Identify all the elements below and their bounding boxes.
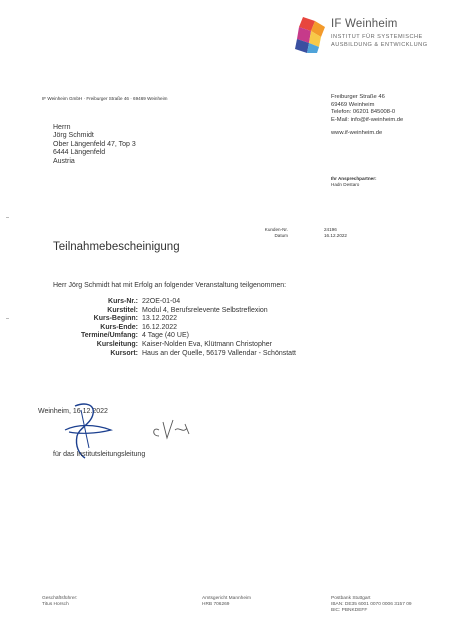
course-details (38, 298, 296, 358)
detail-value: 16.12.2022 (142, 323, 178, 331)
date-value: 16.12.2022 (324, 233, 347, 238)
detail-value: 22OE-01-04 (142, 298, 181, 305)
detail-row (38, 341, 296, 350)
detail-row (38, 324, 296, 333)
signature-place-date: Weinheim, 16.12.2022 (38, 408, 108, 415)
signature-role: für das Institutsleitungsleitung (53, 451, 146, 458)
contact-email[interactable]: E-Mail: info@if-weinheim.de (331, 116, 404, 123)
detail-label: Kursort: (110, 349, 138, 357)
detail-value: Modul 4, Berufsrelevente Selbstreflexion (142, 306, 268, 314)
detail-value: 4 Tage (40 UE) (142, 332, 189, 340)
detail-label: Kurs-Nr.: (108, 298, 138, 305)
detail-value: Haus an der Quelle, 56179 Vallendar - Schönstatt (142, 349, 296, 357)
meta-values (324, 227, 347, 239)
detail-label: Kurs-Ende: (100, 323, 138, 331)
fold-mark (6, 318, 9, 319)
detail-row (38, 307, 296, 316)
footer-bank-bic: BIC: PBNKDEFF (331, 608, 368, 614)
recipient-country: Austria (53, 157, 75, 165)
detail-row (38, 298, 296, 307)
detail-label: Kurs-Beginn: (93, 315, 138, 323)
logo-brand: IF Weinheim (331, 18, 398, 30)
contact-street: Freiburger Straße 46 (331, 94, 385, 100)
footer-ceo-value: Titus Horsch (42, 602, 69, 608)
detail-label: Kursleitung: (96, 340, 138, 348)
detail-row (38, 332, 296, 341)
intro-text: Herr Jörg Schmidt hat mit Erfolg an folgender Veranstaltung teilgenommen: (53, 282, 287, 289)
footer-col-1 (42, 596, 77, 608)
contact-person (331, 176, 377, 188)
detail-label: Kurstitel: (107, 306, 138, 314)
recipient-salutation: Herrn (53, 124, 71, 131)
logo-tagline-2: AUSBILDUNG & ENTWICKLUNG (331, 42, 428, 48)
contact-web[interactable]: www.if-weinheim.de (331, 130, 383, 137)
contact-person-label: Ihr Ansprechpartner: (331, 176, 377, 181)
recipient-city: 6444 Längenfeld (53, 149, 106, 157)
detail-value: 13.12.2022 (142, 315, 178, 323)
footer-col-3 (331, 596, 412, 615)
contact-city: 69469 Weinheim (331, 101, 375, 108)
detail-label: Termine/Umfang: (80, 332, 138, 340)
sender-line: IF Weinheim GmbH · Freiburger Straße 46 · 69469 Weinheim (42, 96, 168, 101)
footer-court-value: HRB 706269 (202, 602, 230, 608)
customer-number-value: 24196 (324, 227, 337, 232)
detail-row (38, 350, 296, 359)
footer-col-2 (202, 596, 251, 608)
customer-number-label: Kunden-Nr. (264, 227, 288, 232)
detail-row (38, 315, 296, 324)
footer-bank-iban: IBAN: DE35 6001 0070 0006 3157 09 (331, 602, 412, 608)
detail-value: Kaiser-Nolden Eva, Klütmann Christopher (142, 340, 272, 348)
company-logo (289, 15, 329, 55)
contact-phone: Telefon: 06201 845008-0 (331, 109, 396, 116)
contact-block (331, 94, 403, 138)
recipient-name: Jörg Schmidt (53, 132, 94, 140)
logo-tagline-1: INSTITUT FÜR SYSTEMISCHE (331, 34, 423, 40)
fold-mark (6, 217, 9, 218)
footer-ceo-label: Geschäftsführer: (42, 596, 78, 601)
document-title: Teilnahmebescheinigung (53, 241, 180, 253)
meta-labels (240, 227, 288, 239)
recipient-street: Ober Längenfeld 47, Top 3 (53, 140, 136, 148)
footer-court-label: Amtsgericht Mannheim (202, 596, 252, 601)
footer-bank-label: Postbank Stuttgart (331, 596, 371, 601)
contact-person-name: Hadn Destaro (331, 182, 360, 187)
logo-cube-icon (289, 15, 329, 55)
recipient-address (53, 124, 136, 166)
date-label: Datum (274, 233, 288, 238)
